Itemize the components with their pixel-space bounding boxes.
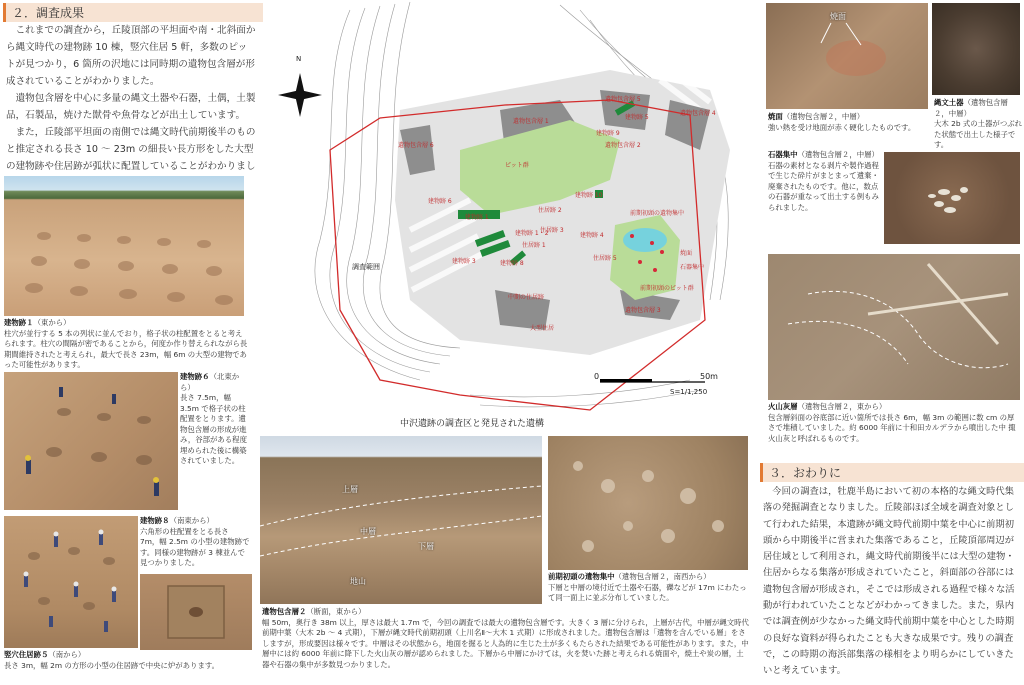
- map-label: 遺物包含層 3: [625, 307, 661, 314]
- concentration-photo: [548, 436, 748, 570]
- results-body: [6, 22, 256, 192]
- ash-title: 火山灰層: [768, 402, 798, 411]
- pottery-photo: [932, 3, 1020, 95]
- pottery-text: 大木 2b 式の土器がつぶれた状態で出土した様子です。: [934, 119, 1022, 149]
- building1-caption: [4, 318, 248, 371]
- stone-text: 石器の素材となる剥片や製作過程で生じた砕片がまとまって遺棄・廃棄されたものです。他に，数点の石器が重なって出土する例もみられました。: [768, 160, 879, 212]
- pottery-dir: （遺物包含層２，中層）: [934, 98, 1008, 118]
- ash-layer-outline: [768, 254, 1020, 400]
- building6-text: 長さ 7.5m，幅 3.5m で格子状の柱配置をとります。遺物包含層の形成が進み，谷部がある程度埋められた後に構築されていました。: [180, 393, 247, 465]
- pit-dwelling5-outline: [140, 574, 252, 650]
- burn-title: 焼面: [768, 112, 783, 121]
- pit-dwelling5-photo: [140, 574, 252, 650]
- burn-caption: [768, 112, 930, 133]
- map-label: 住居跡 1: [522, 242, 546, 249]
- concentration-text: 下層と中層の境付近で土器や石器，礫などが 17m にわたって同一面上に並ぶ分布していました。: [548, 582, 747, 602]
- closing-paragraph: 今回の調査は，牡鹿半島において初の本格的な縄文時代集落の発掘調査となりました。丘陵部ほぼ全域を調査対象として行われた結果，本遺跡が縄文時代前期中葉を中心に前期初頭から中期後半に営まれた集落であること，丘陵頂部周辺が居住域として利用され，縄文時代前期後半には大型の建物・住居からなる集落が形成されていたこと，斜面部の谷部には遺物包含層が形成され，そこでは形成される過程で様々な活動が行われていたことなどがわかってきました。また，県内では調査例が少なかった縄文時代前期中葉を中心とした時期の良好な資料が得られたことも大きな成果です。残りの調査で，この時期の海浜部集落の様相をより明らかにしていきたいと考えています。: [763, 486, 1015, 677]
- concentration-caption: [548, 572, 748, 604]
- pit-dwelling5-title: 竪穴住居跡５: [4, 650, 49, 659]
- layer2-boundaries: [260, 436, 542, 604]
- map-label: 大型住居: [530, 325, 555, 332]
- building1-title: 建物跡１: [4, 318, 34, 327]
- artifact-concentration: [623, 228, 667, 252]
- results-paragraph-2: 遺物包含層を中心に多量の縄文土器や石器，土偶，土製品，石製品，焼けた獣骨や魚骨などが出土しています。: [6, 93, 256, 121]
- map-label: 建物跡 4: [580, 232, 604, 239]
- map-label: 建物跡 5: [625, 114, 649, 121]
- pottery-title: 縄文土器: [934, 98, 964, 107]
- layer-middle-label: 中層: [360, 527, 376, 536]
- north-label: N: [296, 55, 302, 63]
- survey-extent-label: 調査範囲: [352, 263, 380, 271]
- map-label: 遺物包含層 2: [605, 142, 641, 149]
- map-label: ピット群: [505, 162, 529, 169]
- ash-caption: [768, 402, 1020, 444]
- layer-base-label: 地山: [350, 577, 366, 586]
- map-label: 建物跡 10: [575, 192, 603, 199]
- map-label: 遺物包含層 5: [605, 96, 641, 103]
- map-label: 建物跡 6: [428, 198, 452, 205]
- scale-zero: 0: [594, 372, 600, 381]
- map-label: 建物跡 9: [596, 130, 620, 137]
- pit-dwelling5-caption: [4, 650, 254, 671]
- building6-dir: （北東から）: [180, 372, 240, 392]
- building6-title: 建物跡６: [180, 372, 210, 381]
- burn-arrows: [766, 3, 928, 109]
- burn-photo: [766, 3, 928, 109]
- scale-ratio: S=1/1,250: [670, 388, 708, 396]
- layer-lower-label: 下層: [418, 542, 434, 551]
- stone-photo: [884, 152, 1020, 244]
- building8-figures: [4, 516, 138, 648]
- burn-photo-label: 焼面: [830, 12, 846, 21]
- ash-dir: （遺物包含層２，東から）: [797, 402, 887, 411]
- map-label: 焼面: [680, 250, 693, 257]
- map-label: 住居跡 3: [540, 227, 564, 234]
- map-label: 遺物包含層 4: [680, 110, 716, 117]
- building6-caption: [180, 372, 250, 467]
- layer2-photo: [260, 436, 542, 604]
- site-map-drawing: [260, 0, 760, 430]
- map-label: 前期初頭のピット群: [640, 285, 694, 292]
- building8-caption: [140, 516, 250, 569]
- stone-dir: （遺物包含層２，中層）: [797, 150, 879, 159]
- pit-dwelling5-dir: （南から）: [48, 650, 86, 659]
- scale-end: 50m: [700, 372, 718, 381]
- results-paragraph-1: これまでの調査から，丘陵頂部の平坦面や南・北斜面から縄文時代の建物跡 10 棟，竪穴住居 5 軒，多数のピットが見つかり，6 箇所の沢地には同時期の遺物包含層が形成されていることがわかりました。: [6, 25, 256, 87]
- building8-photo: [4, 516, 138, 648]
- map-label: 住居跡 2: [538, 207, 562, 214]
- map-caption: 中沢遺跡の調査区と発見された遺構: [400, 419, 545, 429]
- stone-caption: [768, 150, 880, 213]
- map-label: 建物跡 1・2: [515, 230, 549, 237]
- building1-postholes: [4, 176, 244, 316]
- map-label: 遺物包含層 6: [398, 142, 434, 149]
- stone-flakes: [884, 152, 1020, 244]
- results-heading: ２．調査成果: [3, 3, 263, 22]
- map-label: 中期の住居跡: [508, 294, 545, 301]
- map-label: 前期初頭の遺物集中: [630, 210, 685, 217]
- pit-dwelling5-text: 長さ 3m，幅 2m の方形の小型の住居跡で中央に炉があります。: [4, 660, 220, 670]
- map-label: 建物跡 3: [452, 258, 476, 265]
- pottery-caption: [934, 98, 1022, 151]
- map-label: 石器集中: [680, 264, 705, 271]
- stone-title: 石器集中: [768, 150, 798, 159]
- layer2-caption: [262, 607, 750, 670]
- building1-text: 柱穴が並行する 5 本の列状に並んでおり，格子状の柱配置をとると考えられます。柱穴の間隔が密であることから，何度か作り替えられながら長期間維持されたと考えられ，最大で長さ 23m，幅 6m の大型の建物であった可能性があります。: [4, 328, 248, 369]
- concentration-stones: [548, 436, 748, 570]
- results-paragraph-3: また，丘陵部平坦面の南側では縄文時代前期後半のものと推定される長さ 10 ～ 23m の細長い長方形をした大型の建物跡や住居跡が弧状に配置していることがわかりまし: [6, 127, 256, 172]
- layer2-text: 幅 50m，奥行き 38m 以上，厚さは最大 1.7m で，今回の調査では最大の遺物包含層です。大きく 3 層に分けられ，上層が古代，中層が縄文時代前期中葉（大木 2b ～ 4 式期），下層が縄文時代前期初頭（上川名Ⅱ～大木 1 式期）に形成されました。遺物包含層は「遺物を含んでいる層」をさしますが，形成要因は様々です。中層はその状態から，地面を掘ると人為的に生じた土が多くもたらされた結果である可能性があります。また，中層中には約 6000 年前に降下した火山灰の層が認められました。下層から中層にかけては，火を焚いた跡と考えられる焼面や，焼土や炭の層，土器や石器の集中が多数見つかりました。: [262, 617, 749, 669]
- layer-upper-label: 上層: [342, 485, 358, 494]
- site-map: [260, 0, 760, 430]
- map-label: 住居跡 5: [593, 255, 617, 262]
- building6-photo: [4, 372, 178, 510]
- layer2-title: 遺物包含層２: [262, 607, 307, 616]
- map-label: 遺物包含層 1: [513, 118, 549, 125]
- burn-text: 強い熱を受け地面が赤く硬化したものです。: [768, 122, 916, 132]
- map-label: 建物跡 1: [465, 214, 489, 221]
- north-arrow-icon: [278, 73, 322, 117]
- concentration-title: 前期初頭の遺物集中: [548, 572, 615, 581]
- layer2-dir: （断面，東から）: [306, 607, 366, 616]
- concentration-dir: （遺物包含層２，南西から）: [614, 572, 711, 581]
- building8-text: 六角形の柱配置をとる長さ 7m，幅 2.5m の小型の建物跡です。同様の建物跡が 3 棟並んで見つかりました。: [140, 526, 250, 567]
- burn-dir: （遺物包含層２，中層）: [782, 112, 865, 121]
- building1-dir: （東から）: [33, 318, 71, 327]
- building8-title: 建物跡８: [140, 516, 170, 525]
- building6-figures: [4, 372, 178, 510]
- closing-heading: ３．おわりに: [760, 463, 1024, 482]
- ash-text: 包含層斜面の谷底部に近い箇所では長さ 6m，幅 3m の範囲に数 cm の厚さで堆積していました。約 6000 年前に十和田カルデラから噴出した中 掫火山灰と呼ばれるものです。: [768, 412, 1016, 443]
- building8-dir: （南東から）: [169, 516, 214, 525]
- ash-photo: [768, 254, 1020, 400]
- map-label: 建物跡 8: [500, 260, 524, 267]
- building1-photo: [4, 176, 244, 316]
- scale-bar: [600, 379, 705, 382]
